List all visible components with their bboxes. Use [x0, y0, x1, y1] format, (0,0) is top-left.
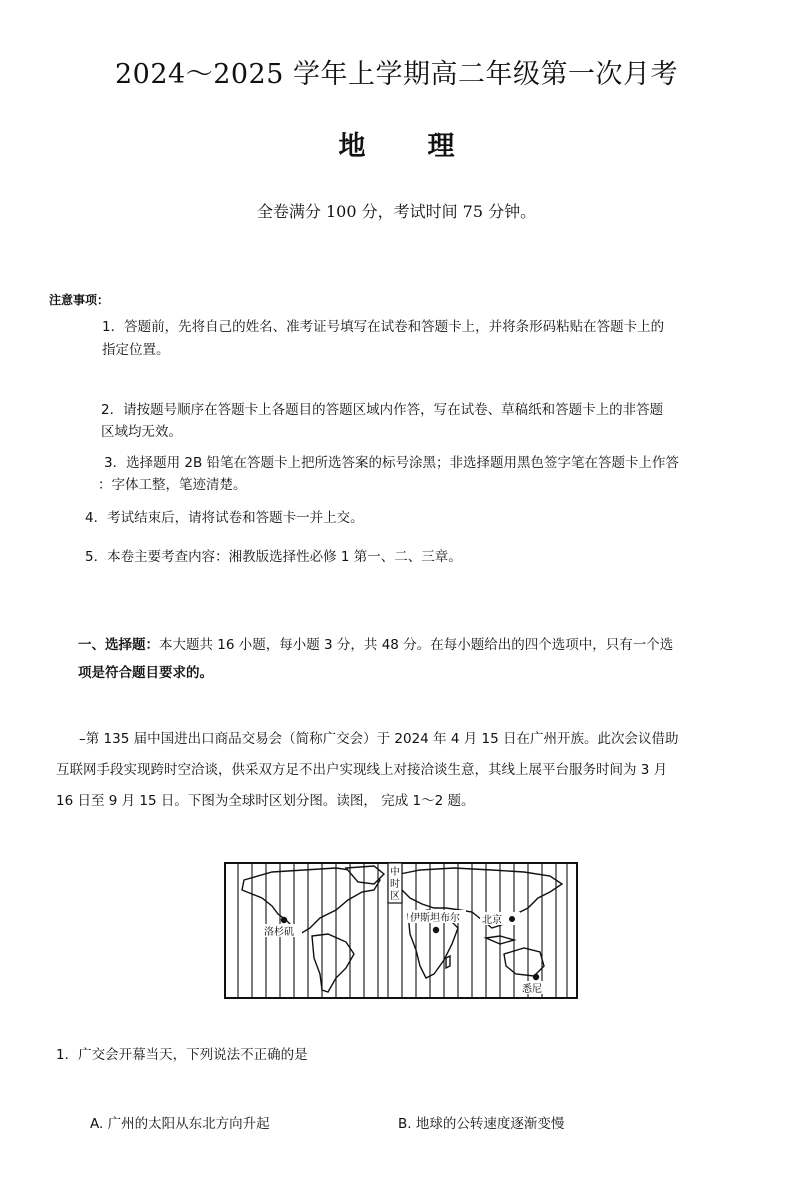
notice-item-4: 4．考试结束后，请将试卷和答题卡一并上交。 [85, 510, 364, 526]
losangeles-dot [281, 917, 287, 923]
istanbul-dot [433, 927, 439, 933]
istanbul-label: 伊斯坦布尔 [410, 913, 460, 924]
losangeles-label: 洛杉矶 [264, 927, 294, 938]
beijing-label: 北京 [482, 915, 502, 926]
madagascar-shape [446, 956, 450, 968]
section-heading-line2: 项是符合题目要求的。 [78, 665, 213, 681]
notice-item-5: 5．本卷主要考查内容：湘教版选择性必修 1 第一、二、三章。 [85, 549, 462, 565]
notice-item-3-line1: 3．选择题用 2B 铅笔在答题卡上把所选答案的标号涂黑；非选择题用黑色签字笔在答题卡上作答 [104, 455, 680, 471]
score-info: 全卷满分 100 分，考试时间 75 分钟。 [256, 202, 537, 221]
section-instructions: 本大题共 16 小题，每小题 3 分，共 48 分。在每小题给出的四个选项中，只有一个选 [159, 637, 674, 653]
passage-line3: 16 日至 9 月 15 日。下图为全球时区划分图。读图， 完成 1～2 题。 [56, 793, 475, 809]
time-zone-map-svg [224, 862, 578, 999]
question-1-stem: 1．广交会开幕当天，下列说法不正确的是 [56, 1047, 308, 1063]
notice-item-1-line1: 1．答题前，先将自己的姓名、准考证号填写在试卷和答题卡上，并将条形码粘贴在答题卡上的 [102, 319, 665, 335]
passage-line2: 互联网手段实现跨时空洽谈，供采双方足不出户实现线上对接洽谈生意，其线上展平台服务时间为 3 月 [56, 762, 668, 778]
question-1-option-b: B. 地球的公转速度逐渐变慢 [398, 1116, 565, 1132]
zone-label-mid: 中 [390, 867, 400, 878]
notice-item-3-line2: ：字体工整，笔迹清楚。 [98, 477, 247, 493]
notice-heading: 注意事项： [49, 293, 110, 307]
subject-title: 地理 [338, 131, 517, 162]
beijing-dot [509, 916, 515, 922]
time-zone-map [224, 862, 578, 999]
question-1-option-a: A. 广州的太阳从东北方向升起 [90, 1116, 270, 1132]
zone-label-area: 区 [390, 891, 400, 902]
sydney-label: 悉尼 [522, 984, 542, 995]
exam-title: 2024～2025 学年上学期高二年级第一次月考 [114, 59, 678, 90]
section-label: 一、选择题： [78, 637, 159, 653]
notice-item-2-line1: 2．请按题号顺序在答题卡上各题目的答题区域内作答，写在试卷、草稿纸和答题卡上的非答题 [101, 402, 664, 418]
section-heading-line1 [78, 630, 673, 660]
zone-label-time: 时 [390, 879, 400, 890]
notice-item-1-line2: 指定位置。 [102, 342, 170, 358]
notice-item-2-line2: 区域均无效。 [101, 424, 182, 440]
passage-line1: –第 135 届中国进出口商品交易会（简称广交会）于 2024 年 4 月 15 日在广州开族。此次会议借助 [79, 731, 679, 747]
sydney-dot [533, 974, 539, 980]
